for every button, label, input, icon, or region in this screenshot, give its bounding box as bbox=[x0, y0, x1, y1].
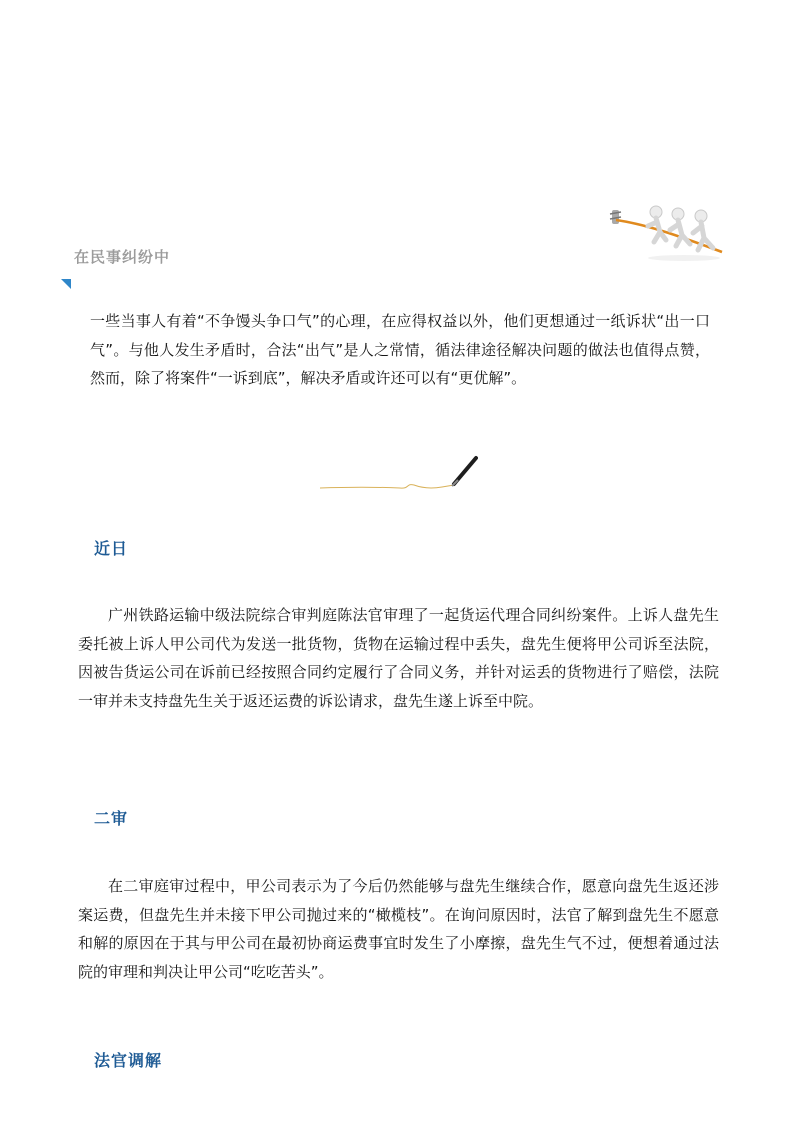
corner-triangle-decoration bbox=[61, 279, 71, 289]
section-header-title: 在民事纠纷中 bbox=[74, 248, 171, 266]
section-heading-second-instance: 二审 bbox=[94, 809, 129, 828]
section-heading-judge-mediation: 法官调解 bbox=[94, 1051, 163, 1070]
second-instance-paragraph: 在二审庭审过程中，甲公司表示为了今后仍然能够与盘先生继续合作，愿意向盘先生返还涉案运费，但盘先生并未接下甲公司抛过来的“橄榄枝”。在询问原因时，法官了解到盘先生不愿意和解的原因在于其与甲公司在最初协商运费事宜时发生了小摩擦，盘先生气不过，便想着通过法院的审理和判决让甲公司“吃吃苦头”。 bbox=[78, 877, 719, 981]
tug-of-war-figures-icon bbox=[604, 200, 726, 262]
case-background-paragraph: 广州铁路运输中级法院综合审判庭陈法官审理了一起货运代理合同纠纷案件。上诉人盘先生委托被上诉人甲公司代为发送一批货物，货物在运输过程中丢失，盘先生便将甲公司诉至法院，因被告货运公司在诉前已经按照合同约定履行了合同义务，并针对运丢的货物进行了赔偿，法院一审并未支持盘先生关于返还运费的诉讼请求，盘先生遂上诉至中院。 bbox=[78, 606, 719, 710]
section-heading-recent: 近日 bbox=[94, 539, 129, 558]
intro-paragraph: 一些当事人有着“不争馒头争口气”的心理，在应得权益以外，他们更想通过一纸诉状“出一口气”。与他人发生矛盾时，合法“出气”是人之常情，循法律途径解决问题的做法也值得点赞，然而，除了将案件“一诉到底”，解决矛盾或许还可以有“更优解”。 bbox=[90, 312, 710, 387]
pen-signature-icon bbox=[318, 454, 478, 496]
